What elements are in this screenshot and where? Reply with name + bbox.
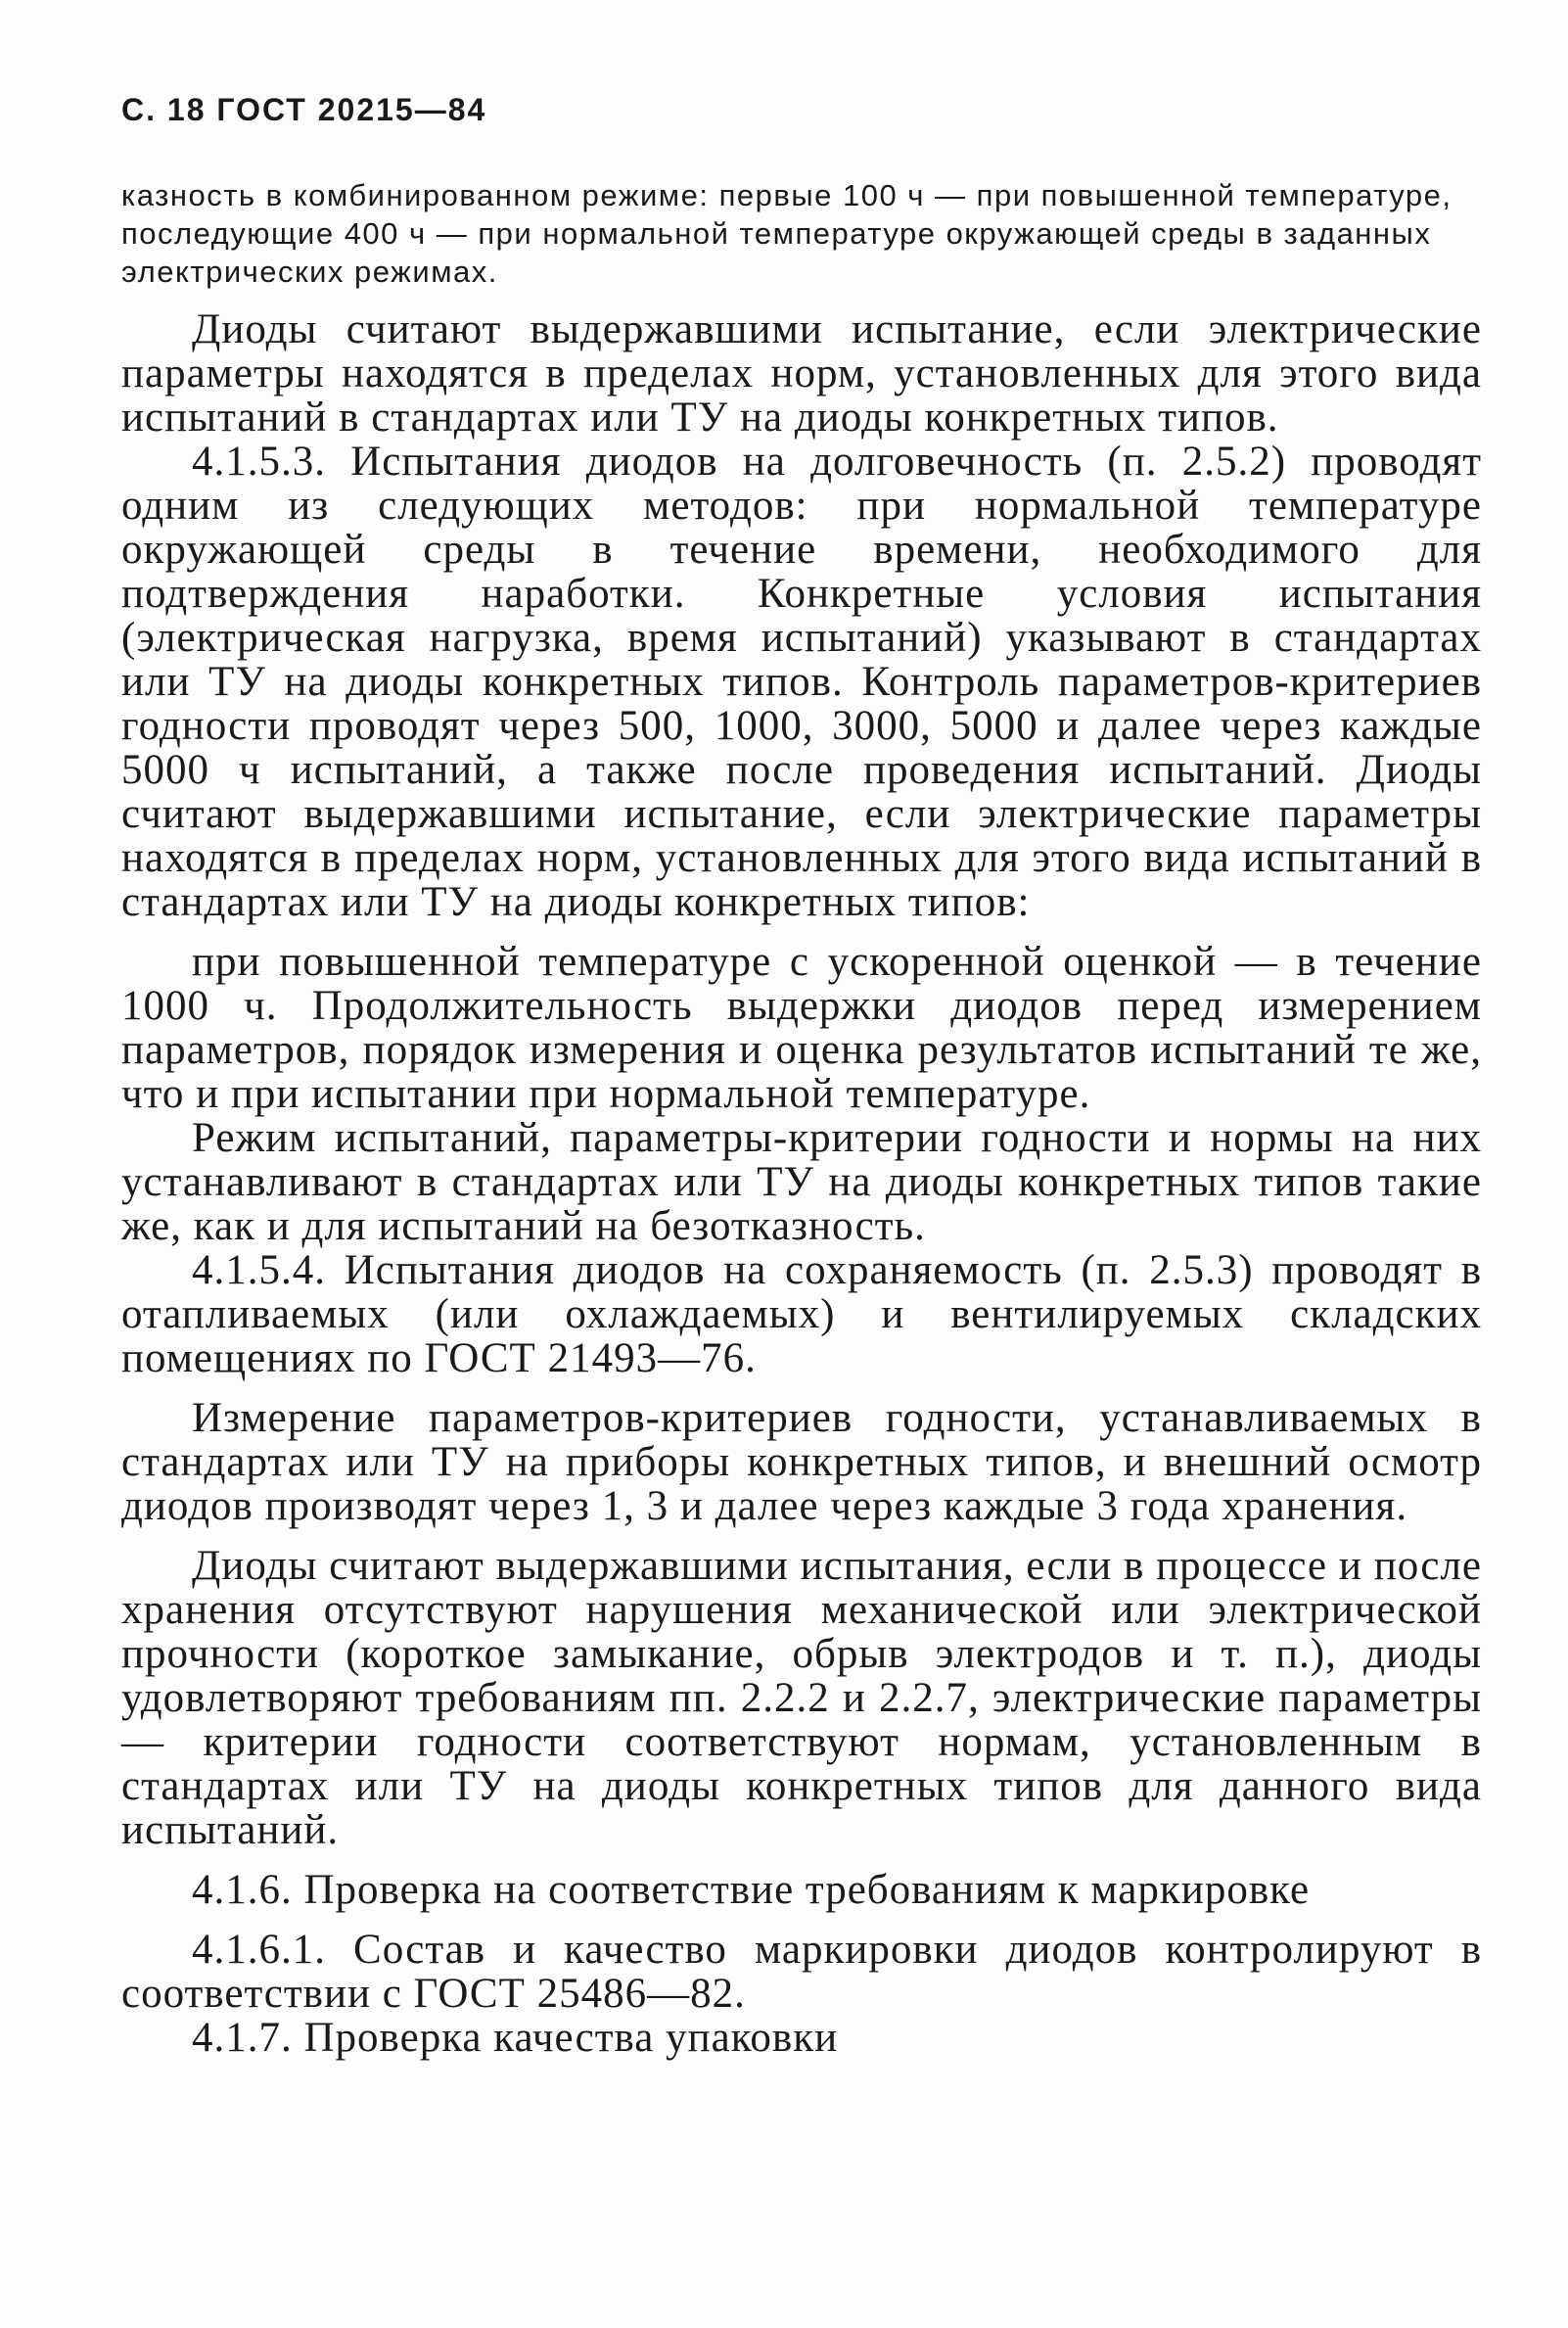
page-header: С. 18 ГОСТ 20215—84 bbox=[121, 92, 487, 127]
paragraph-4-1-7: 4.1.7. Проверка качества упаковки bbox=[192, 2015, 839, 2061]
main-text bbox=[121, 307, 1482, 2060]
paragraph-diodes-passed-2: Диоды считают выдержавшими испытания, если в процессе и после хранения отсутствуют нарушения механической или электрической прочности (короткое замыкание, обрыв электродов и т. п.), диоды удовлетворяют требованиям пп. 2.2.2 и 2.2.7, электрические параметры — критерии годности соответствуют нормам, установленным в стандартах или ТУ на диоды конкретных типов для данного вида испытаний. bbox=[121, 1543, 1482, 1853]
paragraph-4-1-6-1: 4.1.6.1. Состав и качество маркировки диодов контролируют в соответствии с ГОСТ 25486—82. bbox=[121, 1927, 1482, 2017]
paragraph-diodes-passed-1: Диоды считают выдержавшими испытание, если электрические параметры находятся в пределах норм, установленных для этого вида испытаний в стандартах или ТУ на диоды конкретных типов. bbox=[121, 306, 1482, 441]
paragraph-elevated-temperature: при повышенной температуре с ускоренной оценкой — в течение 1000 ч. Продолжительность выдержки диодов перед измерением параметров, порядок измерения и оценка результатов испытаний те же, что и при испытании при нормальной температуре. bbox=[121, 939, 1482, 1117]
paragraph-test-mode: Режим испытаний, параметры-критерии годности и нормы на них устанавливают в стандартах или ТУ на диоды конкретных типов такие же, как и для испытаний на безотказность. bbox=[121, 1115, 1482, 1249]
paragraph-4-1-5-4: 4.1.5.4. Испытания диодов на сохраняемость (п. 2.5.3) проводят в отапливаемых (или охлаждаемых) и вентилируемых складских помещениях по ГОСТ 21493—76. bbox=[121, 1247, 1482, 1381]
paragraph-4-1-6: 4.1.6. Проверка на соответствие требованиям к маркировке bbox=[192, 1867, 1311, 1913]
intro-paragraph: казность в комбинированном режиме: первые 100 ч — при повышенной температуре, последующие 400 ч — при нормальной температуре окружающей среды в заданных электрических режимах. bbox=[121, 178, 1453, 289]
paragraph-measurement: Измерение параметров-критериев годности, устанавливаемых в стандартах или ТУ на приборы конкретных типов, и внешний осмотр диодов производят через 1, 3 и далее через каждые 3 года хранения. bbox=[121, 1395, 1482, 1529]
paragraph-4-1-5-3: 4.1.5.3. Испытания диодов на долговечность (п. 2.5.2) проводят одним из следующих методов: при нормальной температуре окружающей среды в течение времени, необходимого для подтверждения наработки. Конкретные условия испытания (электрическая нагрузка, время испытаний) указывают в стандартах или ТУ на диоды конкретных типов. Контроль параметров-критериев годности проводят через 500, 1000, 3000, 5000 и далее через каждые 5000 ч испытаний, а также после проведения испытаний. Диоды считают выдержавшими испытание, если электрические параметры находятся в пределах норм, установленных для этого вида испытаний в стандартах или ТУ на диоды конкретных типов: bbox=[121, 439, 1482, 925]
